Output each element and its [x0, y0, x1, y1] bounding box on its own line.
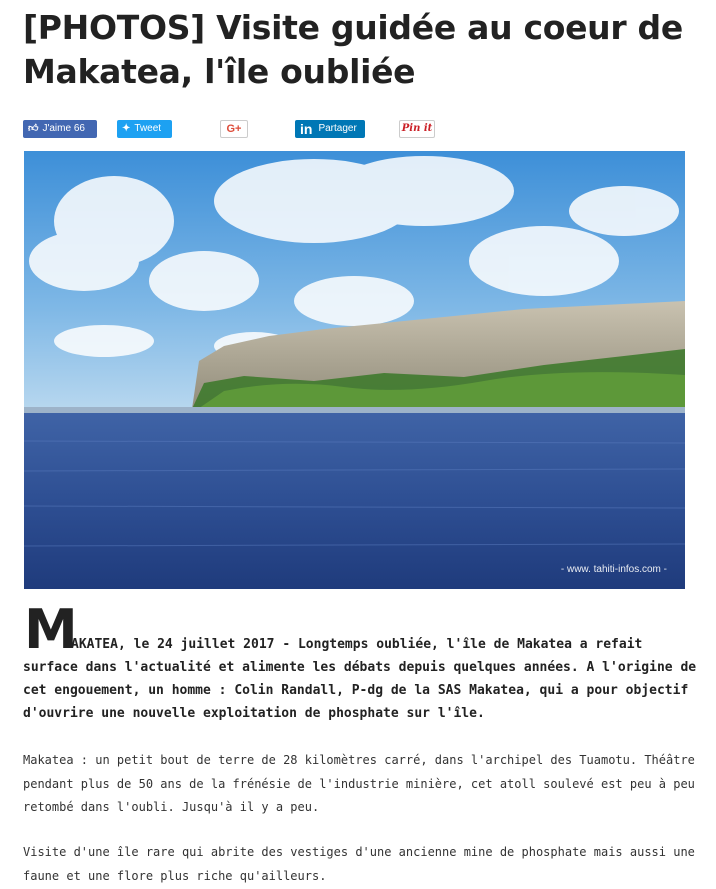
article-title: [PHOTOS] Visite guidée au coeur de Makatea, l'île oubliée	[23, 8, 683, 91]
makatea-cliff-image	[24, 151, 685, 589]
article-paragraph: Visite d'une île rare qui abrite des vestiges d'une ancienne mine de phosphate mais aussi une faune et une flore plus riche qu'ailleurs.	[23, 845, 695, 883]
linkedin-share-label: Partager	[318, 123, 357, 134]
linkedin-share-button[interactable]	[295, 120, 365, 138]
lead-dropcap: M	[24, 598, 78, 661]
tweet-label: Tweet	[134, 123, 162, 134]
linkedin-icon: in	[300, 121, 313, 137]
twitter-bird-icon: ✦	[122, 123, 131, 134]
tweet-button[interactable]	[117, 120, 172, 138]
photo-watermark: - www. tahiti-infos.com -	[560, 564, 667, 575]
pinterest-button[interactable]: Pin it	[399, 120, 435, 138]
facebook-like-button[interactable]	[23, 120, 97, 138]
facebook-like-label: J'aime 66	[42, 123, 85, 134]
share-bar	[23, 120, 703, 138]
google-plus-button[interactable]: G+	[220, 120, 248, 138]
article-lead-text: AKATEA, le 24 juillet 2017 - Longtemps oubliée, l'île de Makatea a refait surface dans l'actualité et alimente les débats depuis quelques années. A l'origine de cet engouement, un homme : Colin Randall, P-dg de la SAS Makatea, qui a pour objectif d'ouvrire une nouvelle exploitation de phosphate sur l'île.	[23, 637, 697, 721]
article-lead	[23, 633, 703, 725]
article-photo	[24, 151, 685, 589]
thumbs-up-icon: 👍︎	[28, 123, 39, 134]
article-paragraph: Makatea : un petit bout de terre de 28 kilomètres carré, dans l'archipel des Tuamotu. Théâtre pendant plus de 50 ans de la frénésie de l'industrie minière, cet atoll soulevé est peu à peu retombé dans l'oubli. Jusqu'à il y a peu.	[23, 753, 695, 814]
